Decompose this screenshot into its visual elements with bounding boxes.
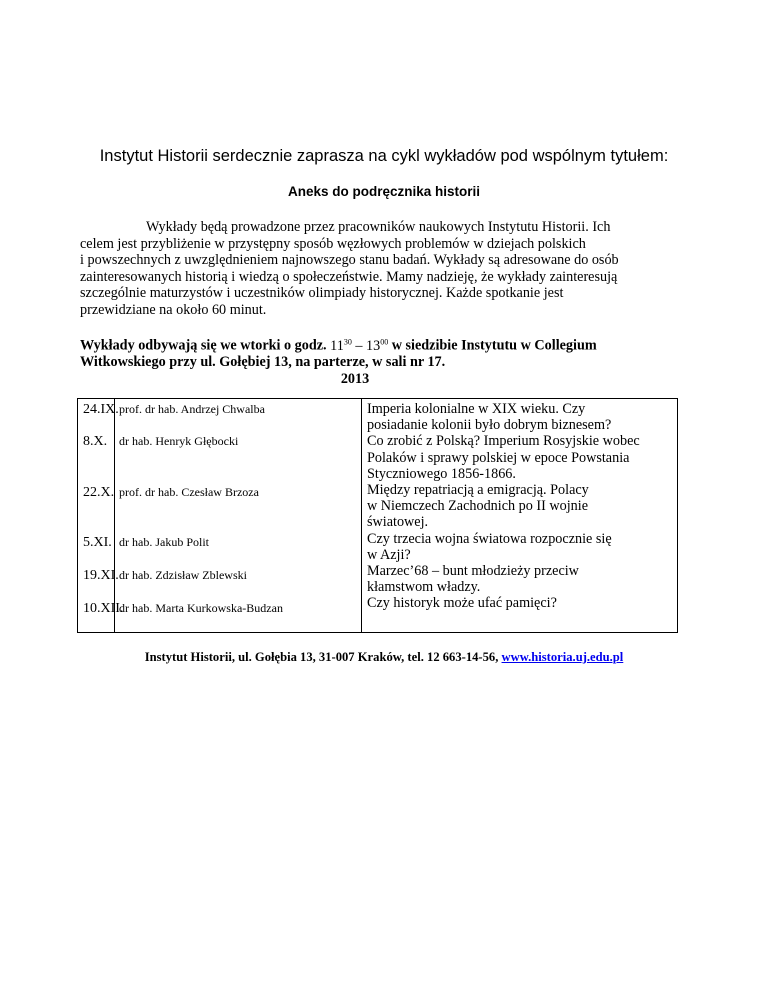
lecture-topics	[367, 401, 672, 612]
lecture-date: 22.X.	[83, 485, 115, 500]
schedule-location: w siedzibie Instytutu w Collegium	[391, 337, 597, 354]
lecture-lecturer: dr hab. Henryk Głębocki	[119, 434, 239, 448]
table-divider-date	[114, 398, 115, 633]
lecture-date: 24.IX.	[83, 402, 119, 417]
table-border-left	[77, 398, 78, 633]
schedule-line-2: Witkowskiego przy ul. Gołębiej 13, na parterze, w sali nr 17.	[80, 354, 446, 371]
series-title: Aneks do podręcznika historii	[287, 184, 481, 199]
topic-line: Czy historyk może ufać pamięci?	[367, 595, 557, 612]
topic-line: Imperia kolonialne w XIX wieku. Czy	[367, 401, 586, 417]
page-heading: Instytut Historii serdecznie zaprasza na cykl wykładów pod wspólnym tytułem:	[99, 147, 669, 165]
intro-line: Wykłady będą prowadzone przez pracowników naukowych Instytutu Historii. Ich	[146, 219, 611, 235]
lecture-hours: $11^{30} - 13^{00}$	[330, 337, 389, 354]
topic-line: w Azji?	[367, 546, 411, 563]
lecture-lecturer: dr hab. Jakub Polit	[119, 535, 209, 549]
table-border-right	[677, 398, 678, 633]
topic-line: Co zrobić z Polską? Imperium Rosyjskie wobec	[367, 433, 640, 450]
intro-line: szczególnie maturzystów i uczestników olimpiady historycznej. Każde spotkanie jest	[80, 285, 564, 302]
intro-line: celem jest przybliżenie w przystępny sposób węzłowych problemów w dziejach polskich	[80, 235, 586, 252]
topic-line: Marzec’68 – bunt młodzieży przeciw	[367, 563, 579, 580]
lecture-lecturer: prof. dr hab. Czesław Brzoza	[119, 485, 259, 499]
topic-line: Czy trzecia wojna światowa rozpocznie się	[367, 530, 612, 547]
lecture-lecturer: prof. dr hab. Andrzej Chwalba	[119, 402, 265, 416]
table-border-bottom	[77, 632, 678, 633]
schedule-info	[80, 334, 680, 388]
schedule-lead: Wykłady odbywają się we wtorki o godz.	[80, 337, 327, 354]
topic-line: światowej.	[367, 514, 429, 531]
intro-line: przewidziane na około 60 minut.	[80, 301, 267, 318]
topic-line: Styczniowego 1856-1866.	[367, 465, 516, 482]
topic-line: w Niemczech Zachodnich po II wojnie	[367, 498, 589, 515]
topic-line: Polaków i sprawy polskiej w epoce Powstania	[367, 449, 630, 466]
schedule-year: 2013	[340, 370, 370, 387]
table-divider-topic	[361, 398, 362, 633]
contact-footer	[0, 650, 768, 665]
topic-line: posiadanie kolonii było dobrym biznesem?	[367, 417, 612, 434]
lecture-lecturer: dr hab. Marta Kurkowska-Budzan	[119, 601, 283, 615]
topic-line: kłamstwom władzy.	[367, 579, 481, 596]
lecture-date: 10.XII.	[83, 601, 124, 616]
intro-line: i powszechnych z uwzględnieniem najnowszego stanu badań. Wykłady są adresowane do osób	[80, 252, 619, 269]
topic-line: Między repatriacją a emigracją. Polacy	[367, 482, 589, 499]
lecture-lecturer: dr hab. Zdzisław Zblewski	[119, 568, 247, 582]
intro-paragraph	[80, 219, 680, 319]
contact-info: Instytut Historii, ul. Gołębia 13, 31-007 Kraków, tel. 12 663-14-56,	[144, 650, 499, 664]
website-link[interactable]: www.historia.uj.edu.pl	[501, 650, 624, 664]
intro-line: zainteresowanych historią i wiedzą o społeczeństwie. Mamy nadzieję, że wykłady zainteresują	[80, 268, 618, 285]
schedule-line-1	[80, 334, 680, 354]
lecture-date: 5.XI.	[83, 535, 112, 550]
lecture-date: 8.X.	[83, 434, 108, 449]
lecture-date: 19.XI.	[83, 568, 119, 583]
table-border-top	[77, 398, 678, 399]
lecture-table	[77, 398, 678, 633]
